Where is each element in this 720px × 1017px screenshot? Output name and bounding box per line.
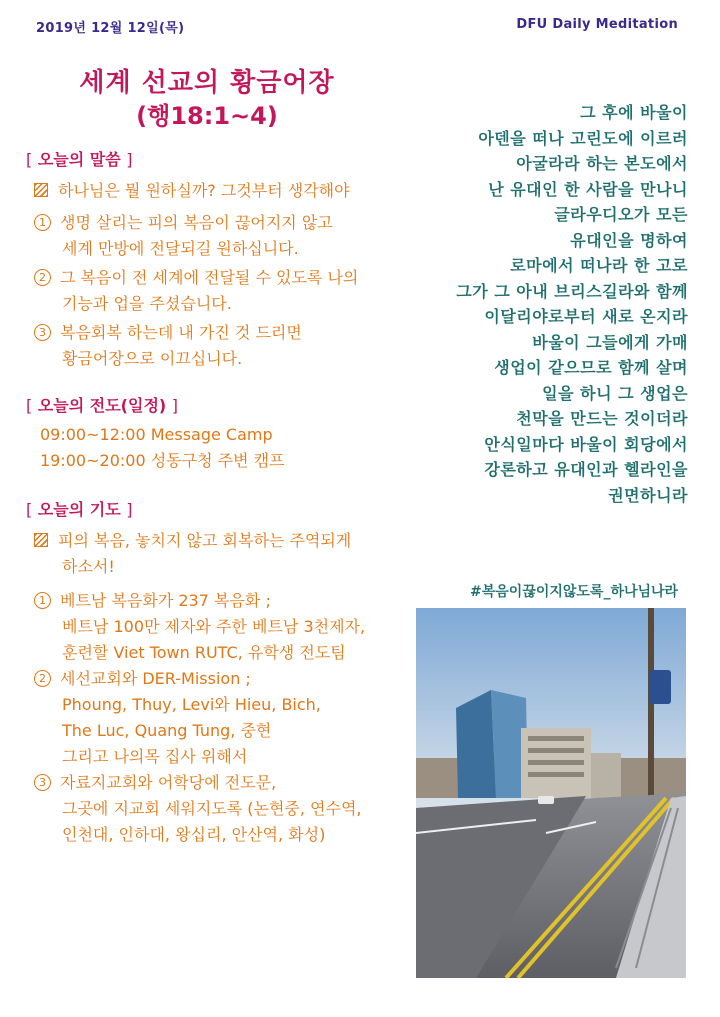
verse-line: 일을 하니 그 생업은 — [542, 383, 688, 403]
verse-line: 유대인을 명하여 — [570, 230, 688, 250]
schedule-line: 19:00~20:00 성동구청 주변 캠프 — [40, 451, 285, 470]
page-title: 세계 선교의 황금어장 — [79, 68, 335, 98]
list-item-line: 그리고 나의목 집사 위해서 — [62, 747, 248, 766]
verse-line: 천막을 만드는 것이더라 — [516, 409, 688, 428]
list-item: 1 생명 살리는 피의 복음이 끊어지지 않고 — [26, 210, 406, 236]
verse-line: 그 후에 바울이 — [580, 103, 688, 122]
street-photo — [416, 608, 686, 978]
main-content — [26, 148, 406, 848]
hatched-box-icon — [34, 533, 48, 547]
list-item: 2 세선교회와 DER-Mission ; — [26, 666, 406, 692]
list-item-line: 기능과 업을 주셨습니다. — [62, 294, 232, 313]
verse-line: 바울이 그들에게 가매 — [532, 332, 688, 352]
title-block — [52, 66, 362, 132]
verse-line: 글라우디오가 모든 — [554, 205, 688, 224]
prayer-intro: 피의 복음, 놓치지 않고 회복하는 주역되게 — [26, 528, 406, 554]
circled-number-icon: 1 — [34, 214, 51, 231]
verse-line: 안식일마다 바울이 회당에서 — [484, 434, 688, 454]
circled-number-icon: 3 — [34, 774, 51, 791]
list-item: 3 복음회복 하는데 내 가진 것 드리면 — [26, 320, 406, 346]
word-intro: 하나님은 뭘 원하실까? 그것부터 생각해야 — [26, 178, 406, 204]
section-heading-mission: [ 오늘의 전도(일정) ] — [26, 396, 179, 415]
verse-line: 난 유대인 한 사람을 만나니 — [488, 179, 688, 199]
list-item-line: Phoung, Thuy, Levi와 Hieu, Bich, — [62, 695, 321, 714]
list-item-line: 훈련할 Viet Town RUTC, 유학생 전도팀 — [62, 643, 346, 662]
section-heading-word: [ 오늘의 말씀 ] — [26, 150, 133, 169]
hatched-box-icon — [34, 183, 48, 197]
hashtag: #복음이끊이지않도록_하나님나라 — [470, 584, 679, 600]
circled-number-icon: 1 — [34, 592, 51, 609]
list-item: 1 베트남 복음화가 237 복음화 ; — [26, 588, 406, 614]
scripture-verse — [388, 100, 688, 508]
list-item-line: 인천대, 인하대, 왕십리, 안산역, 화성) — [62, 825, 326, 844]
verse-line: 권면하니라 — [608, 485, 688, 505]
list-item-line: 황금어장으로 이끄십니다. — [62, 349, 243, 368]
verse-line: 그가 그 아내 브리스길라와 함께 — [456, 281, 688, 301]
verse-line: 강론하고 유대인과 헬라인을 — [484, 460, 688, 479]
header-brand: DFU Daily Meditation — [516, 17, 678, 32]
list-item-line: The Luc, Quang Tung, 중현 — [62, 721, 272, 740]
header-date: 2019년 12월 12일(목) — [36, 21, 185, 36]
section-heading-prayer: [ 오늘의 기도 ] — [26, 500, 133, 519]
circled-number-icon: 2 — [34, 269, 51, 286]
schedule-line: 09:00~12:00 Message Camp — [40, 425, 273, 444]
list-item: 3 자료지교회와 어학당에 전도문, — [26, 770, 406, 796]
list-item-line: 그곳에 지교회 세워지도록 (논현중, 연수역, — [62, 799, 362, 818]
list-item-line: 세계 만방에 전달되길 원하십니다. — [62, 239, 299, 258]
circled-number-icon: 2 — [34, 670, 51, 687]
circled-number-icon: 3 — [34, 324, 51, 341]
scripture-reference: (행18:1~4) — [136, 102, 278, 130]
verse-line: 로마에서 떠나라 한 고로 — [510, 256, 688, 275]
prayer-intro-line: 하소서! — [62, 557, 115, 576]
list-item-line: 베트남 100만 제자와 주한 베트남 3천제자, — [62, 617, 366, 636]
verse-line: 생업이 같으므로 함께 살며 — [494, 358, 688, 377]
list-item: 2 그 복음이 전 세계에 전달될 수 있도록 나의 — [26, 265, 406, 291]
verse-line: 아굴라라 하는 본도에서 — [516, 154, 688, 173]
verse-line: 아덴을 떠나 고린도에 이르러 — [478, 128, 688, 148]
verse-line: 이달리야로부터 새로 온지라 — [484, 307, 688, 326]
